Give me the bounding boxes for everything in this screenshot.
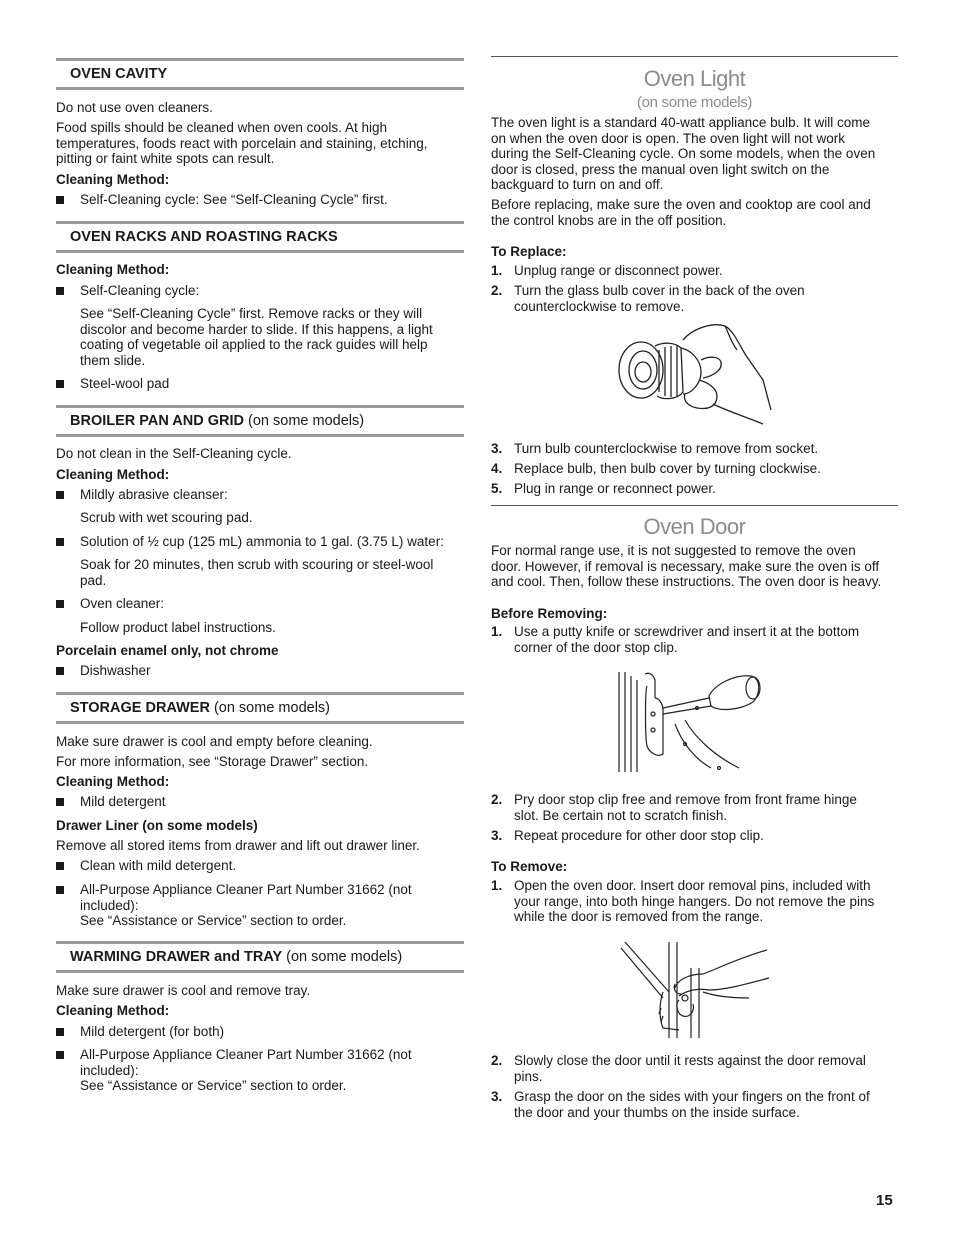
bullet-text: Oven cleaner: xyxy=(80,596,165,611)
cleaning-method-label: Cleaning Method: xyxy=(56,172,170,187)
line: All-Purpose Appliance Cleaner Part Number 31662 (not xyxy=(80,1047,412,1062)
before-removing-label: Before Removing: xyxy=(491,606,608,621)
bullet-detail: Scrub with wet scouring pad. xyxy=(80,510,253,525)
line: included): xyxy=(80,1062,139,1078)
line: pitting or faint white spots can result. xyxy=(56,151,275,167)
page-number: 15 xyxy=(876,1192,893,1209)
line: All-Purpose Appliance Cleaner Part Number 31662 (not xyxy=(80,882,412,897)
to-replace-label: To Replace: xyxy=(491,244,567,259)
step-text xyxy=(514,878,874,925)
bullet-text xyxy=(80,882,412,929)
line: Turn the glass bulb cover in the back of the oven xyxy=(514,283,805,298)
step-text: Turn bulb counterclockwise to remove from socket. xyxy=(514,441,819,456)
section-heading-oven-racks xyxy=(56,221,464,253)
paragraph: Make sure drawer is cool and empty before cleaning. xyxy=(56,734,373,749)
line: counterclockwise to remove. xyxy=(514,298,685,314)
line: Pry door stop clip free and remove from front frame hinge xyxy=(514,792,857,807)
bullet-square-icon xyxy=(56,1028,64,1036)
heading-text xyxy=(70,700,330,716)
paragraph xyxy=(491,197,871,228)
line: Use a putty knife or screwdriver and insert it at the bottom xyxy=(514,624,860,639)
step-text xyxy=(514,1089,870,1120)
section-heading-broiler-pan xyxy=(56,405,464,437)
line: your range, into both hinge hangers. Do not remove the pins xyxy=(514,893,875,909)
line: on when the oven door is open. The oven light will not work xyxy=(491,130,845,146)
line: For normal range use, it is not suggested to remove the oven xyxy=(491,543,856,558)
paragraph: For more information, see “Storage Drawer” section. xyxy=(56,754,369,769)
bullet-text xyxy=(80,1047,412,1094)
door-removal-pin-illustration xyxy=(619,938,774,1042)
bullet-square-icon xyxy=(56,196,64,204)
step-text: Replace bulb, then bulb cover by turning clockwise. xyxy=(514,461,821,476)
bullet-text: Self-Cleaning cycle: xyxy=(80,283,200,298)
step-text: Plug in range or reconnect power. xyxy=(514,481,716,496)
step-number: 4. xyxy=(491,461,503,476)
step-text xyxy=(514,624,859,655)
paragraph: Make sure drawer is cool and remove tray. xyxy=(56,983,311,998)
bullet-text: Clean with mild detergent. xyxy=(80,858,237,873)
line: temperatures, foods react with porcelain and staining, etching, xyxy=(56,135,428,151)
bullet-text: Dishwasher xyxy=(80,663,151,678)
heading-main: BROILER PAN AND GRID xyxy=(70,413,244,429)
bullet-square-icon xyxy=(56,287,64,295)
cleaning-method-label: Cleaning Method: xyxy=(56,467,170,482)
heading-main: STORAGE DRAWER xyxy=(70,700,210,716)
line: included): xyxy=(80,897,139,913)
step-number: 3. xyxy=(491,441,503,456)
step-text xyxy=(514,1053,866,1084)
bullet-square-icon xyxy=(56,538,64,546)
line: See “Assistance or Service” section to order. xyxy=(80,913,347,929)
line: discolor and become harder to slide. If this happens, a light xyxy=(80,321,433,337)
step-text: Unplug range or disconnect power. xyxy=(514,263,723,278)
bullet-square-icon xyxy=(56,798,64,806)
line: Grasp the door on the sides with your fingers on the front of xyxy=(514,1089,870,1104)
section-heading-warming-drawer xyxy=(56,941,464,973)
step-number: 2. xyxy=(491,1053,503,1068)
line: coating of vegetable oil applied to the rack guides will help xyxy=(80,337,428,353)
line: while the door is removed from the range. xyxy=(514,909,764,925)
line: door. However, if removal is necessary, make sure the oven is off xyxy=(491,558,880,574)
bullet-detail xyxy=(80,306,433,368)
line: See “Assistance or Service” section to order. xyxy=(80,1078,347,1094)
section-title-oven-light: Oven Light xyxy=(643,66,746,91)
line: corner of the door stop clip. xyxy=(514,639,678,655)
heading-text xyxy=(70,949,402,965)
heading-suffix: (on some models) xyxy=(282,949,403,965)
line: door is closed, press the manual oven light switch on the xyxy=(491,161,830,177)
section-subtitle: (on some models) xyxy=(636,94,753,111)
bullet-square-icon xyxy=(56,886,64,894)
paragraph xyxy=(491,115,875,193)
step-number: 3. xyxy=(491,1089,503,1104)
porcelain-label: Porcelain enamel only, not chrome xyxy=(56,643,279,658)
step-number: 1. xyxy=(491,263,503,278)
bullet-text: Solution of ½ cup (125 mL) ammonia to 1 gal. (3.75 L) water: xyxy=(80,534,444,549)
line: the control knobs are in the off position. xyxy=(491,212,727,228)
section-rule xyxy=(491,505,898,506)
line: during the Self-Cleaning cycle. On some models, when the oven xyxy=(491,146,876,162)
line: the door and your thumbs on the inside surface. xyxy=(514,1104,800,1120)
heading-text: OVEN RACKS AND ROASTING RACKS xyxy=(70,229,338,245)
step-text xyxy=(514,283,805,314)
section-heading-storage-drawer xyxy=(56,692,464,724)
step-number: 2. xyxy=(491,792,503,807)
step-text xyxy=(514,792,857,823)
cleaning-method-label: Cleaning Method: xyxy=(56,262,170,277)
line: See “Self-Cleaning Cycle” first. Remove racks or they will xyxy=(80,306,423,321)
bullet-detail: Follow product label instructions. xyxy=(80,620,276,635)
cleaning-method-label: Cleaning Method: xyxy=(56,774,170,789)
heading-text xyxy=(70,413,364,429)
bullet-square-icon xyxy=(56,1051,64,1059)
paragraph xyxy=(491,543,881,590)
step-number: 5. xyxy=(491,481,503,496)
line: slot. Be certain not to scratch finish. xyxy=(514,807,728,823)
step-number: 1. xyxy=(491,624,503,639)
bullet-square-icon xyxy=(56,600,64,608)
bullet-text: Mildly abrasive cleanser: xyxy=(80,487,228,502)
heading-suffix: (on some models) xyxy=(244,413,365,429)
bullet-text: Mild detergent (for both) xyxy=(80,1024,225,1039)
line: The oven light is a standard 40-watt appliance bulb. It will come xyxy=(491,115,870,130)
line: Food spills should be cleaned when oven cools. At high xyxy=(56,120,387,135)
bullet-text: Self-Cleaning cycle: See “Self-Cleaning Cycle” first. xyxy=(80,192,388,207)
line: Soak for 20 minutes, then scrub with scouring or steel-wool xyxy=(80,557,434,572)
bullet-text: Steel-wool pad xyxy=(80,376,170,391)
line: pad. xyxy=(80,572,107,588)
line: pins. xyxy=(514,1068,543,1084)
bulb-cover-illustration xyxy=(613,320,778,430)
step-number: 2. xyxy=(491,283,503,298)
step-number: 1. xyxy=(491,878,503,893)
heading-main: WARMING DRAWER and TRAY xyxy=(70,949,283,965)
paragraph xyxy=(56,120,427,167)
section-heading-oven-cavity xyxy=(56,58,464,90)
line: them slide. xyxy=(80,352,146,368)
line: Open the oven door. Insert door removal pins, included with xyxy=(514,878,871,893)
step-text: Repeat procedure for other door stop clip. xyxy=(514,828,764,843)
step-number: 3. xyxy=(491,828,503,843)
heading-suffix: (on some models) xyxy=(209,700,330,716)
line: and cool. Then, follow these instructions. The oven door is heavy. xyxy=(491,574,882,590)
line: backguard to turn on and off. xyxy=(491,177,664,193)
bullet-text: Mild detergent xyxy=(80,794,166,809)
paragraph: Do not use oven cleaners. xyxy=(56,100,213,115)
paragraph: Do not clean in the Self-Cleaning cycle. xyxy=(56,446,292,461)
drawer-liner-label: Drawer Liner (on some models) xyxy=(56,818,258,833)
section-title-oven-door: Oven Door xyxy=(643,514,746,539)
bullet-square-icon xyxy=(56,491,64,499)
cleaning-method-label: Cleaning Method: xyxy=(56,1003,170,1018)
paragraph: Remove all stored items from drawer and lift out drawer liner. xyxy=(56,838,420,853)
section-rule xyxy=(491,56,898,57)
bullet-detail xyxy=(80,557,433,588)
bullet-square-icon xyxy=(56,862,64,870)
door-stop-clip-illustration xyxy=(615,668,775,778)
heading-text: OVEN CAVITY xyxy=(70,66,168,82)
to-remove-label: To Remove: xyxy=(491,859,568,874)
line: Before replacing, make sure the oven and cooktop are cool and xyxy=(491,197,871,212)
bullet-square-icon xyxy=(56,380,64,388)
line: Slowly close the door until it rests against the door removal xyxy=(514,1053,866,1068)
bullet-square-icon xyxy=(56,667,64,675)
